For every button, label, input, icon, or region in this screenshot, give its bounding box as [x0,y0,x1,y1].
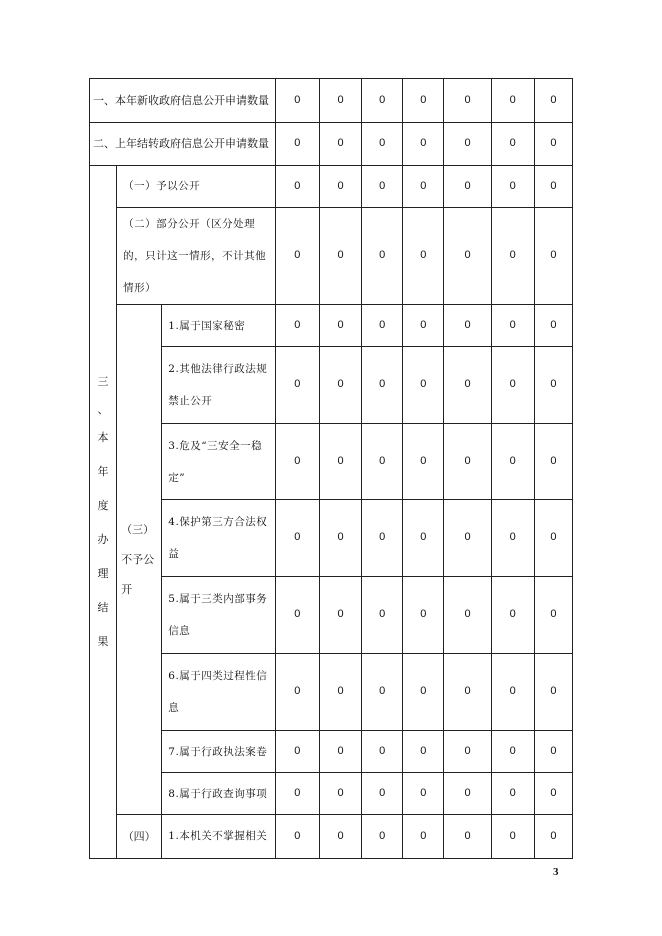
row-label: （一）予以公开 [117,166,276,208]
table-cell-value: 0 [362,79,403,123]
table-cell-value: 0 [491,815,534,859]
table-cell-value: 0 [319,773,361,815]
table-cell-value: 0 [403,773,444,815]
table-cell-value: 0 [275,500,319,577]
table-row [90,208,573,305]
table-cell-value: 0 [534,577,572,654]
table-cell-value: 0 [403,347,444,424]
table-cell-value: 0 [403,424,444,500]
row-label: 7.属于行政执法案卷 [162,731,275,773]
table-row [90,347,573,424]
table-cell-value: 0 [444,347,491,424]
table-cell-value: 0 [362,424,403,500]
table-cell-value: 0 [275,773,319,815]
table-cell-value: 0 [491,208,534,305]
table-cell-value: 0 [403,208,444,305]
table-cell-value: 0 [275,166,319,208]
table-cell-value: 0 [444,577,491,654]
row-label: 6.属于四类过程性信息 [162,654,275,731]
table-cell-value: 0 [491,773,534,815]
table-cell-value: 0 [444,208,491,305]
page-number: 3 [553,866,559,878]
table-cell-value: 0 [275,305,319,347]
section-title-char: 办 [97,533,109,546]
table-cell-value: 0 [403,166,444,208]
table-cell-value: 0 [491,166,534,208]
section-title-char: 三 [97,375,109,388]
table-cell-value: 0 [275,123,319,166]
table-cell-value: 0 [319,577,361,654]
table-cell-value: 0 [362,654,403,731]
table-cell-value: 0 [491,123,534,166]
table-cell-value: 0 [444,305,491,347]
table-cell-value: 0 [444,815,491,859]
table-cell-value: 0 [534,654,572,731]
table-cell-value: 0 [362,815,403,859]
table-cell-value: 0 [319,347,361,424]
table-cell-value: 0 [444,654,491,731]
row-label: 4.保护第三方合法权益 [162,500,275,577]
table-cell-value: 0 [491,577,534,654]
row-label: 8.属于行政查询事项 [162,773,275,815]
table-cell-value: 0 [534,208,572,305]
table-cell-value: 0 [319,424,361,500]
table-cell-value: 0 [319,305,361,347]
table-cell-value: 0 [444,500,491,577]
table-cell-value: 0 [362,123,403,166]
section-title-vertical [90,166,117,859]
table-cell-value: 0 [491,731,534,773]
table-cell-value: 0 [444,79,491,123]
section-title-char: 度 [97,499,109,512]
table-row [90,79,573,123]
table-cell-value: 0 [319,79,361,123]
table-cell-value: 0 [403,305,444,347]
table-cell-value: 0 [275,79,319,123]
table-cell-value: 0 [534,166,572,208]
table-cell-value: 0 [491,79,534,123]
section-title-char: 理 [97,567,109,580]
table-cell-value: 0 [534,305,572,347]
table-cell-value: 0 [319,166,361,208]
table-cell-value: 0 [491,500,534,577]
table-cell-value: 0 [444,731,491,773]
table-cell-value: 0 [362,347,403,424]
row-label: 1.本机关不掌握相关 [162,815,275,859]
section-title-char: 年 [97,465,109,478]
table-cell-value: 0 [534,500,572,577]
table-cell-value: 0 [534,731,572,773]
table-cell-value: 0 [319,208,361,305]
table-cell-value: 0 [362,208,403,305]
table-cell-value: 0 [491,424,534,500]
section-title-char: 、 [97,403,109,416]
row-label: 3.危及“三安全一稳定” [162,424,275,500]
table-cell-value: 0 [362,731,403,773]
table-row [90,500,573,577]
table-cell-value: 0 [275,347,319,424]
table-cell-value: 0 [534,773,572,815]
table-cell-value: 0 [444,166,491,208]
table-cell-value: 0 [534,79,572,123]
table-cell-value: 0 [275,577,319,654]
table-row [90,123,573,166]
table-cell-value: 0 [403,123,444,166]
table-cell-value: 0 [403,815,444,859]
table-cell-value: 0 [362,500,403,577]
report-table [89,78,573,859]
section-title-char: 果 [97,635,109,648]
row-label: （二）部分公开（区分处理的，只计这一情形，不计其他情形） [117,208,276,305]
table-cell-value: 0 [491,347,534,424]
table-row [90,815,573,859]
row-label: 5.属于三类内部事务信息 [162,577,275,654]
table-cell-value: 0 [444,773,491,815]
table-cell-value: 0 [362,305,403,347]
group-label: （四） [117,815,162,859]
row-label: 一、本年新收政府信息公开申请数量 [90,79,276,123]
table-cell-value: 0 [403,79,444,123]
table-row [90,166,573,208]
table-cell-value: 0 [534,347,572,424]
table-cell-value: 0 [362,577,403,654]
table-row [90,577,573,654]
table-cell-value: 0 [444,123,491,166]
table-cell-value: 0 [275,654,319,731]
table-row [90,424,573,500]
table-cell-value: 0 [275,815,319,859]
table-cell-value: 0 [275,424,319,500]
row-label: 2.其他法律行政法规禁止公开 [162,347,275,424]
table-cell-value: 0 [275,208,319,305]
table-cell-value: 0 [319,815,361,859]
table-cell-value: 0 [403,500,444,577]
table-cell-value: 0 [362,773,403,815]
table-cell-value: 0 [403,577,444,654]
table-cell-value: 0 [491,654,534,731]
table-row [90,654,573,731]
table-row [90,773,573,815]
table-cell-value: 0 [534,123,572,166]
table-cell-value: 0 [319,500,361,577]
table-cell-value: 0 [491,305,534,347]
table-cell-value: 0 [444,424,491,500]
table-cell-value: 0 [403,654,444,731]
row-label: 1.属于国家秘密 [162,305,275,347]
row-label: 二、上年结转政府信息公开申请数量 [90,123,276,166]
table-cell-value: 0 [403,731,444,773]
group-label: （三）不予公开 [117,305,162,815]
table-cell-value: 0 [319,731,361,773]
table-cell-value: 0 [362,166,403,208]
table-cell-value: 0 [275,731,319,773]
table-cell-value: 0 [319,123,361,166]
table-row [90,731,573,773]
table-cell-value: 0 [319,654,361,731]
section-title-char: 结 [97,601,109,614]
table-cell-value: 0 [534,424,572,500]
table-row [90,305,573,347]
table-cell-value: 0 [534,815,572,859]
section-title-char: 本 [97,431,109,444]
